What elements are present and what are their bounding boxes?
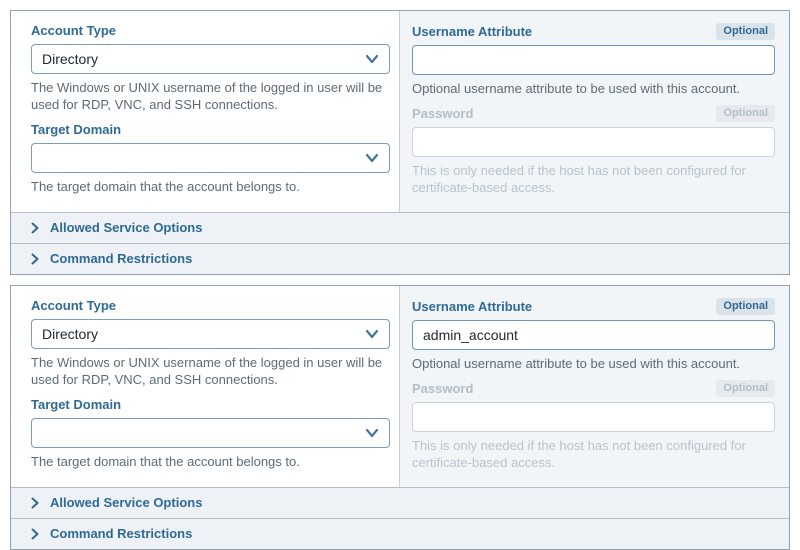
password-help: This is only needed if the host has not been configured for certificate-based access. [412, 438, 746, 470]
chevron-right-icon [31, 497, 39, 509]
account-config-panel-2 [10, 285, 790, 550]
section-title: Command Restrictions [50, 251, 193, 266]
password-input [412, 402, 775, 432]
account-config-panel-1 [10, 10, 790, 275]
panel-body [11, 11, 789, 212]
target-domain-help: The target domain that the account belongs to. [31, 454, 300, 469]
chevron-right-icon [31, 528, 39, 540]
password-label-row [412, 380, 775, 397]
account-type-selected-value: Directory [42, 51, 99, 67]
chevron-down-icon [365, 153, 379, 163]
chevron-down-icon [365, 329, 379, 339]
allowed-service-options-section[interactable] [11, 212, 789, 243]
target-domain-help: The target domain that the account belongs to. [31, 179, 300, 194]
section-title: Command Restrictions [50, 526, 193, 541]
target-domain-label: Target Domain [31, 122, 122, 137]
account-type-help: The Windows or UNIX username of the logged in user will be used for RDP, VNC, and SSH connections. [31, 80, 383, 112]
allowed-service-options-section[interactable] [11, 487, 789, 518]
username-attribute-help: Optional username attribute to be used with this account. [412, 81, 741, 96]
password-input [412, 127, 775, 157]
optional-badge: Optional [716, 105, 775, 122]
left-column [11, 286, 400, 487]
left-column [11, 11, 400, 212]
username-attribute-label-row [412, 23, 775, 40]
password-label: Password [412, 380, 474, 396]
username-attribute-input[interactable] [412, 45, 775, 75]
panel-body [11, 286, 789, 487]
account-type-help: The Windows or UNIX username of the logged in user will be used for RDP, VNC, and SSH connections. [31, 355, 383, 387]
account-type-label: Account Type [31, 23, 116, 38]
right-column [400, 11, 789, 212]
chevron-right-icon [31, 222, 39, 234]
account-type-selected-value: Directory [42, 326, 99, 342]
account-type-label: Account Type [31, 298, 116, 313]
section-title: Allowed Service Options [50, 220, 203, 235]
chevron-down-icon [365, 54, 379, 64]
optional-badge: Optional [716, 380, 775, 397]
optional-badge: Optional [716, 23, 775, 40]
target-domain-select[interactable] [31, 418, 390, 448]
optional-badge: Optional [716, 298, 775, 315]
username-attribute-input[interactable] [412, 320, 775, 350]
command-restrictions-section[interactable] [11, 243, 789, 274]
username-attribute-help: Optional username attribute to be used with this account. [412, 356, 741, 371]
password-label-row [412, 105, 775, 122]
password-label: Password [412, 105, 474, 121]
username-attribute-label-row [412, 298, 775, 315]
target-domain-select[interactable] [31, 143, 390, 173]
username-attribute-label: Username Attribute [412, 23, 533, 39]
target-domain-label: Target Domain [31, 397, 122, 412]
section-title: Allowed Service Options [50, 495, 203, 510]
right-column [400, 286, 789, 487]
chevron-down-icon [365, 428, 379, 438]
account-type-select[interactable] [31, 44, 390, 74]
username-attribute-label: Username Attribute [412, 298, 533, 314]
command-restrictions-section[interactable] [11, 518, 789, 549]
chevron-right-icon [31, 253, 39, 265]
password-help: This is only needed if the host has not been configured for certificate-based access. [412, 163, 746, 195]
account-type-select[interactable] [31, 319, 390, 349]
